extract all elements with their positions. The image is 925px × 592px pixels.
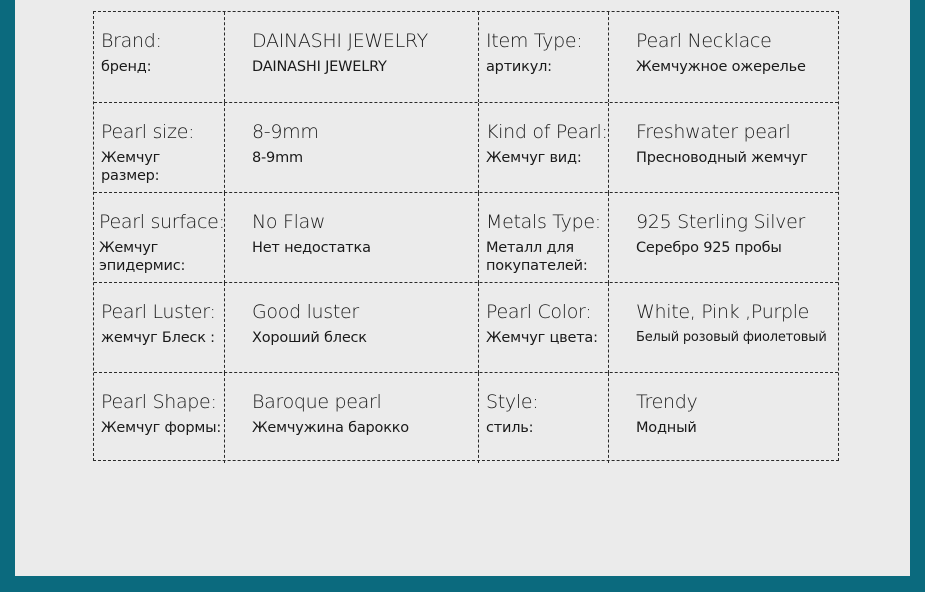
table-row <box>94 12 838 102</box>
label-en: Brand: <box>101 30 162 52</box>
value-ru: Нет недостатка <box>252 240 371 256</box>
label-cell <box>94 193 224 283</box>
value-en: Pearl Necklace <box>636 30 772 52</box>
label-ru: стиль: <box>486 420 534 436</box>
label-en: Pearl surface: <box>99 211 225 233</box>
value-en: Good luster <box>252 301 359 323</box>
content-panel <box>15 0 910 576</box>
label-en: Pearl Color: <box>486 301 592 323</box>
label-en: Kind of Pearl: <box>486 121 608 143</box>
value-en: 925 Sterling Silver <box>636 211 806 233</box>
value-ru: Хороший блеск <box>252 330 367 346</box>
value-ru: Модный <box>636 420 697 436</box>
label-cell <box>94 283 224 373</box>
value-ru: Жемчужное ожерелье <box>636 59 806 75</box>
label-ru: артикул: <box>486 59 552 75</box>
label-ru: бренд: <box>101 59 152 75</box>
label-cell <box>94 373 224 463</box>
value-en: 8-9mm <box>252 121 319 143</box>
label-ru: Жемчуг формы: <box>101 420 221 436</box>
value-ru: DAINASHI JEWELRY <box>252 59 387 75</box>
spec-table <box>93 11 839 461</box>
label-cell <box>478 373 608 463</box>
value-en: Baroque pearl <box>252 391 382 413</box>
value-cell <box>608 283 838 373</box>
value-en: Freshwater pearl <box>636 121 791 143</box>
value-en: White, Pink ,Purple <box>636 301 810 323</box>
value-cell <box>608 103 838 193</box>
label-en: Pearl Luster: <box>101 301 216 323</box>
table-row <box>94 282 838 373</box>
label-cell <box>94 12 224 102</box>
label-ru: Металл для покупателей: <box>486 240 588 274</box>
value-cell <box>608 373 838 463</box>
label-ru: жемчуг Блеск : <box>101 330 215 346</box>
table-row <box>94 372 838 463</box>
value-cell <box>224 373 478 463</box>
value-ru: Белый розовый фиолетовый <box>636 330 827 345</box>
label-cell <box>478 283 608 373</box>
value-en: DAINASHI JEWELRY <box>252 30 428 52</box>
value-en: No Flaw <box>252 211 326 233</box>
value-cell <box>608 12 838 102</box>
value-cell <box>224 103 478 193</box>
label-en: Pearl Shape: <box>101 391 217 413</box>
label-ru: Жемчуг вид: <box>486 150 582 166</box>
value-ru: Жемчужина барокко <box>252 420 409 436</box>
value-ru: 8-9mm <box>252 150 303 166</box>
label-ru: Жемчуг эпидермис: <box>99 240 186 274</box>
label-cell <box>478 193 608 283</box>
label-en: Style: <box>486 391 539 413</box>
value-cell <box>224 193 478 283</box>
label-en: Item Type: <box>486 30 583 52</box>
value-cell <box>224 12 478 102</box>
label-ru: Жемчуг цвета: <box>486 330 598 346</box>
table-row <box>94 102 838 193</box>
label-cell <box>478 103 608 193</box>
label-en: Metals Type: <box>486 211 601 233</box>
label-cell <box>94 103 224 193</box>
label-ru: Жемчуг размер: <box>101 150 161 184</box>
value-ru: Пресноводный жемчуг <box>636 150 808 166</box>
label-en: Pearl size: <box>101 121 195 143</box>
label-cell <box>478 12 608 102</box>
table-row <box>94 192 838 283</box>
value-en: Trendy <box>636 391 698 413</box>
value-ru: Серебро 925 пробы <box>636 240 782 256</box>
value-cell <box>608 193 838 283</box>
value-cell <box>224 283 478 373</box>
